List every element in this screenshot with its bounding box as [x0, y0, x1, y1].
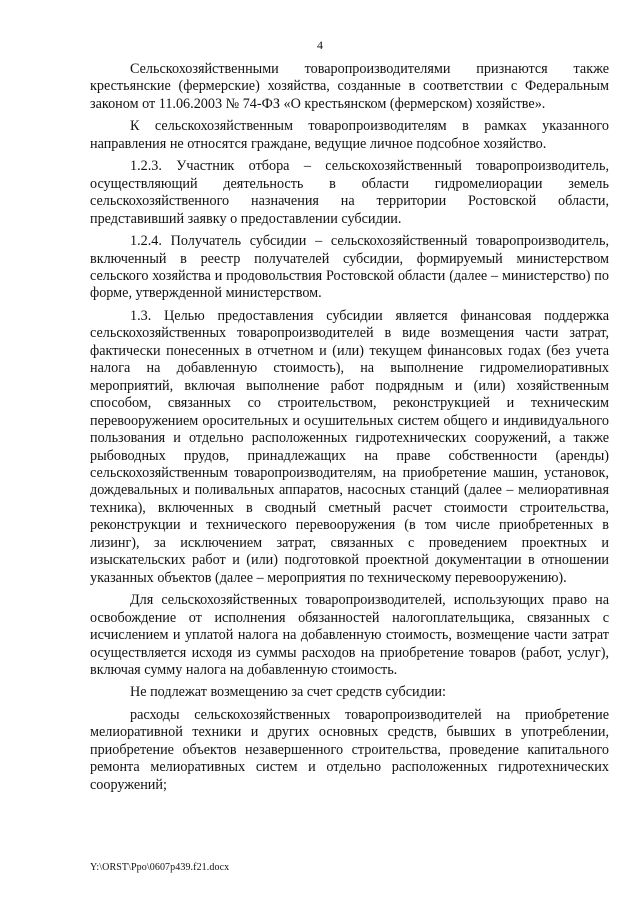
paragraph-farm-definition: Сельскохозяйственными товаропроизводителями признаются также крестьянские (фермерские) хозяйства, созданные в соответствии с Федеральным законом от 11.06.2003 № 74-ФЗ «О крестьянском (фермерском) хозяйстве». [90, 61, 609, 112]
paragraph-expenses: расходы сельскохозяйственных товаропроизводителей на приобретение мелиоративной техники и других основных средств, бывших в употреблении, приобретение объектов незавершенного строительства, проведение капитального ремонта мелиоративных систем и отдельно расположенных гидротехнических сооружений; [90, 706, 609, 793]
document-body [90, 61, 609, 794]
paragraph-exclusion: К сельскохозяйственным товаропроизводителям в рамках указанного направления не относятся граждане, ведущие личное подсобное хозяйство. [90, 118, 609, 152]
page-number: 4 [317, 38, 323, 52]
paragraph-1-3: 1.3. Целью предоставления субсидии является финансовая поддержка сельскохозяйственных товаропроизводителей в виде возмещения части затрат, фактически понесенных в отчетном и (или) текущем финансовых годах (без учета налога на добавленную стоимость), на выполнение гидромелиоративных мероприятий, включая выполнение работ подрядным и (или) хозяйственным способом, связанных со строительством, реконструкцией и техническим перевооружением оросительных и осушительных систем общего и индивидуального пользования и отдельно расположенных гидротехнических сооружений, а также рыбоводных прудов, принадлежащих на праве собственности (аренды) сельскохозяйственным товаропроизводителям, на приобретение машин, установок, дождевальных и поливальных аппаратов, насосных станций (далее – мелиоративная техника), включенных в сводный сметный расчет стоимости строительства, реконструкции и технического перевооружения (в том числе приобретенных в лизинг), за исключением затрат, связанных с проведением проектных и изыскательских работ и (или) подготовкой проектной документации в отношении указанных объектов (далее – мероприятия по техническому перевооружению). [90, 307, 609, 586]
paragraph-vat-exemption: Для сельскохозяйственных товаропроизводителей, использующих право на освобождение от исполнения обязанностей налогоплательщика, связанных с исчислением и уплатой налога на добавленную стоимость, возмещение части затрат осуществляется исходя из суммы расходов на приобретение товаров (работ, услуг), включая сумму налога на добавленную стоимость. [90, 592, 609, 678]
paragraph-not-reimbursed: Не подлежат возмещению за счет средств субсидии: [130, 684, 446, 701]
paragraph-1-2-3: 1.2.3. Участник отбора – сельскохозяйственный товаропроизводитель, осуществляющий деятельность в области гидромелиорации земель сельскохозяйственного назначения на территории Ростовской области, представивший заявку о предоставлении субсидии. [90, 158, 609, 227]
paragraph-1-2-4: 1.2.4. Получатель субсидии – сельскохозяйственный товаропроизводитель, включенный в реестр получателей субсидии, формируемый министерством сельского хозяйства и продовольствия Ростовской области (далее – министерство) по форме, утвержденной министерством. [90, 233, 609, 302]
footer-file-path: Y:\ORST\Ppo\0607p439.f21.docx [90, 862, 230, 873]
